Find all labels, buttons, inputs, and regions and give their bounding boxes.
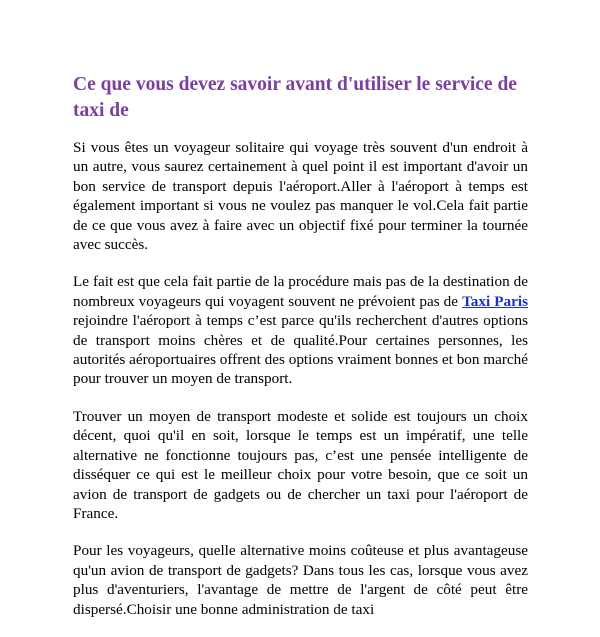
paragraph-3: Trouver un moyen de transport modeste et solide est toujours un choix décent, quoi qu'il en soit, lorsque le temps est un impératif, une telle alternative ne fonctionne toujours pas, c’est une pensée intelligente de disséquer ce qui est le meilleur choix pour votre besoin, que ce soit un avion de transport de gadgets ou de chercher un taxi pour l'aéroport de France. [73, 407, 528, 522]
taxi-paris-link[interactable]: Taxi Paris [462, 292, 528, 310]
paragraph-2 [73, 272, 528, 388]
article-body [73, 72, 528, 637]
paragraph-4: Pour les voyageurs, quelle alternative moins coûteuse et plus avantageuse qu'un avion de transport de gadgets? Dans tous les cas, lorsque vous avez plus d'aventuriers, l'avantage de mettre de l'argent de côté peut être dispersé.Choisir une bonne administration de taxi [73, 542, 528, 618]
paragraph-2-text-before: Le fait est que cela fait partie de la procédure mais pas de la destination de nombreux voyageurs qui voyagent souvent ne prévoient pas de [73, 273, 528, 310]
article-title: Ce que vous devez savoir avant d'utiliser le service de taxi de [73, 74, 517, 121]
paragraph-1: Si vous êtes un voyageur solitaire qui voyage très souvent d'un endroit à un autre, vous saurez certainement à quel point il est important d'avoir un bon service de transport depuis l'aéroport.Aller à l'aéroport à temps est également important si vous ne voulez pas manquer le vol.Cela fait partie de ce que vous avez à faire avec un objectif fixé pour terminer la tournée avec succès. [73, 139, 528, 254]
paragraph-2-text-after: rejoindre l'aéroport à temps c’est parce qu'ils recherchent d'autres options de transport moins chères et de qualité.Pour certaines personnes, les autorités aéroportuaires offrent des options vraiment bonnes et bon marché pour trouver un moyen de transport. [73, 312, 528, 388]
